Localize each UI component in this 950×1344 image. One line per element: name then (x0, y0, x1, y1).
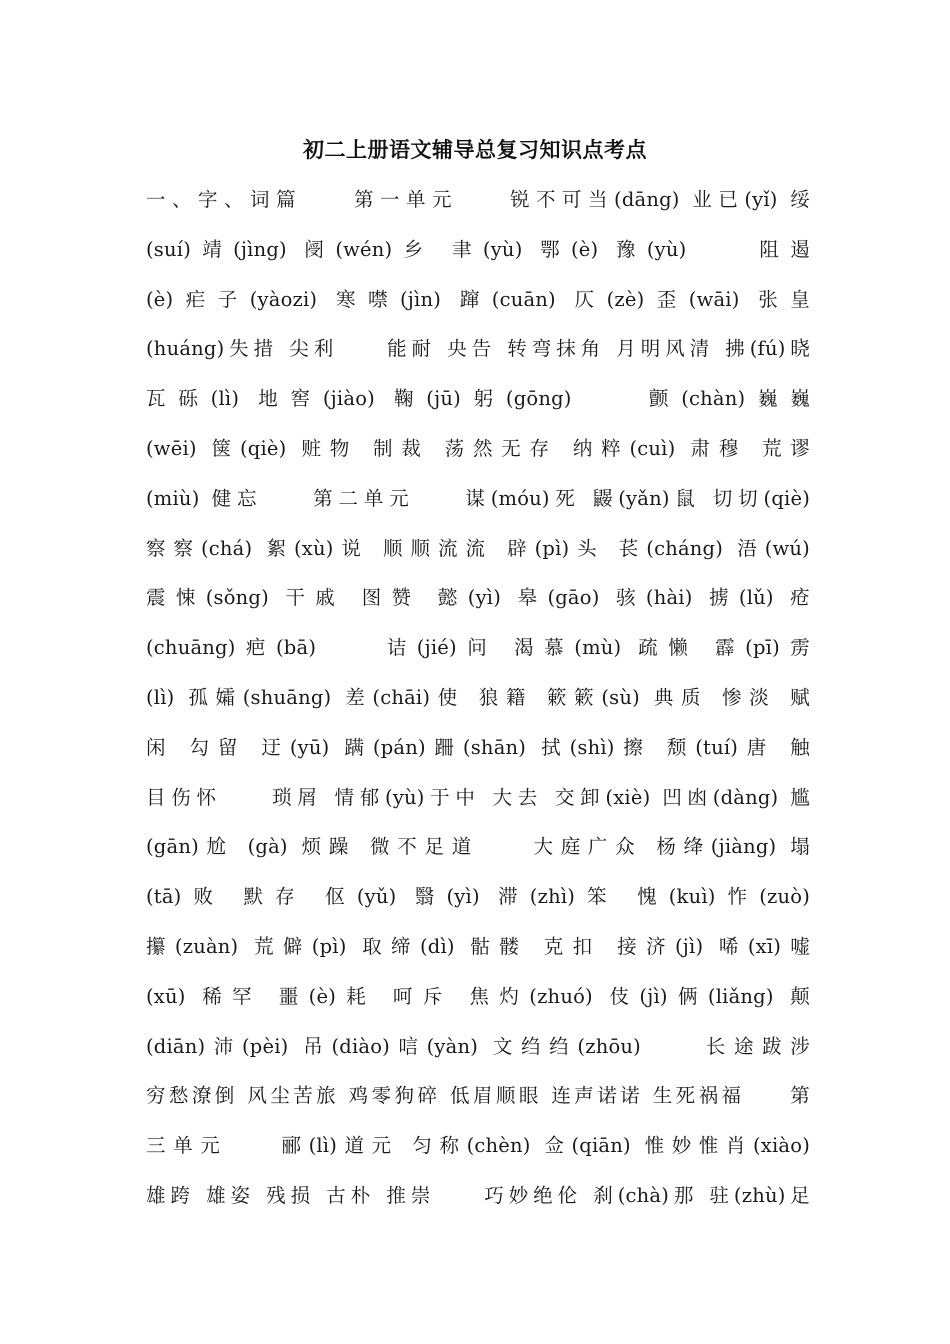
text-line: (gān)尬 (gà) 烦躁 微不足道 大庭广众 杨绛(jiàng) 塌 (146, 835, 810, 859)
text-line: 察察(chá) 絮(xù)说 顺顺流流 辟(pì)头 苌(cháng) 浯(wú) (146, 536, 810, 560)
text-line: 一、字、词篇 第一单元 锐不可当(dāng) 业已(yǐ) 绥 (146, 188, 810, 211)
text-line: (xū) 稀罕 噩(è)耗 呵斥 焦灼(zhuó) 伎(jì)俩(liǎng) 颠 (146, 984, 810, 1008)
text-line: 闲 勾留 迂(yū) 蹒(pán)跚(shān) 拭(shì)擦 颓(tuí)唐 触 (146, 735, 810, 759)
text-line: (è)疟子(yàozi) 寒噤(jìn) 蹿(cuān) 仄(zè)歪(wāi) 张皇 (146, 287, 810, 311)
text-line: 攥(zuàn) 荒僻(pì) 取缔(dì) 骷髅 克扣 接济(jì) 唏(xī)嘘 (146, 934, 810, 958)
text-line: 震悚(sǒng) 干戚 图赞 懿(yì) 皋(gāo) 骇(hài) 掳(lǔ) 疮 (146, 586, 810, 610)
document-body (146, 185, 810, 1231)
text-line: (chuāng)疤(bā) 诘(jié)问 渴慕(mù) 疏懒 霹(pī)雳 (146, 636, 810, 660)
text-line: 目伤怀 琐屑 情郁(yù)于中 大去 交卸(xiè) 凹凼(dàng) 尴 (146, 785, 810, 809)
text-line: (wēi) 箧(qiè) 赃物 制裁 荡然无存 纳粹(cuì) 肃穆 荒谬 (146, 436, 810, 460)
text-line: 三单元 郦(lì)道元 匀称(chèn) 佥(qiān) 惟妙惟肖(xiào) (146, 1134, 810, 1158)
page-title: 初二上册语文辅导总复习知识点考点 (303, 138, 647, 162)
text-line: 穷愁潦倒 风尘苦旅 鸡零狗碎 低眉顺眼 连声诺诺 生死祸福 第 (146, 1084, 810, 1108)
text-line: (diān)沛(pèi) 吊(diào)唁(yàn) 文绉绉(zhōu) 长途跋涉 (146, 1034, 810, 1058)
text-line: (huáng)失措 尖利 能耐 央告 转弯抹角 月明风清 拂(fú)晓 (146, 337, 810, 361)
text-line: (miù) 健忘 第二单元 谋(móu)死 鼹(yǎn)鼠 切切(qiè) (146, 486, 810, 510)
text-line: (lì) 孤孀(shuāng) 差(chāi)使 狼籍 簌簌(sù) 典质 惨淡 赋 (146, 685, 810, 709)
text-line: (suí)靖(jìng) 阌(wén)乡 聿(yù) 鄂(è) 豫(yù) 阻遏 (146, 237, 810, 261)
text-line: 雄跨 雄姿 残损 古朴 推崇 巧妙绝伦 刹(chà)那 驻(zhù)足 (146, 1183, 810, 1207)
text-line: (tā)败 默存 伛(yǔ) 翳(yì) 滞(zhì)笨 愧(kuì)怍(zuò) (146, 885, 810, 909)
text-line: 瓦砾(lì) 地窖(jiào) 鞠(jū)躬(gōng) 颤(chàn)巍巍 (146, 387, 810, 411)
